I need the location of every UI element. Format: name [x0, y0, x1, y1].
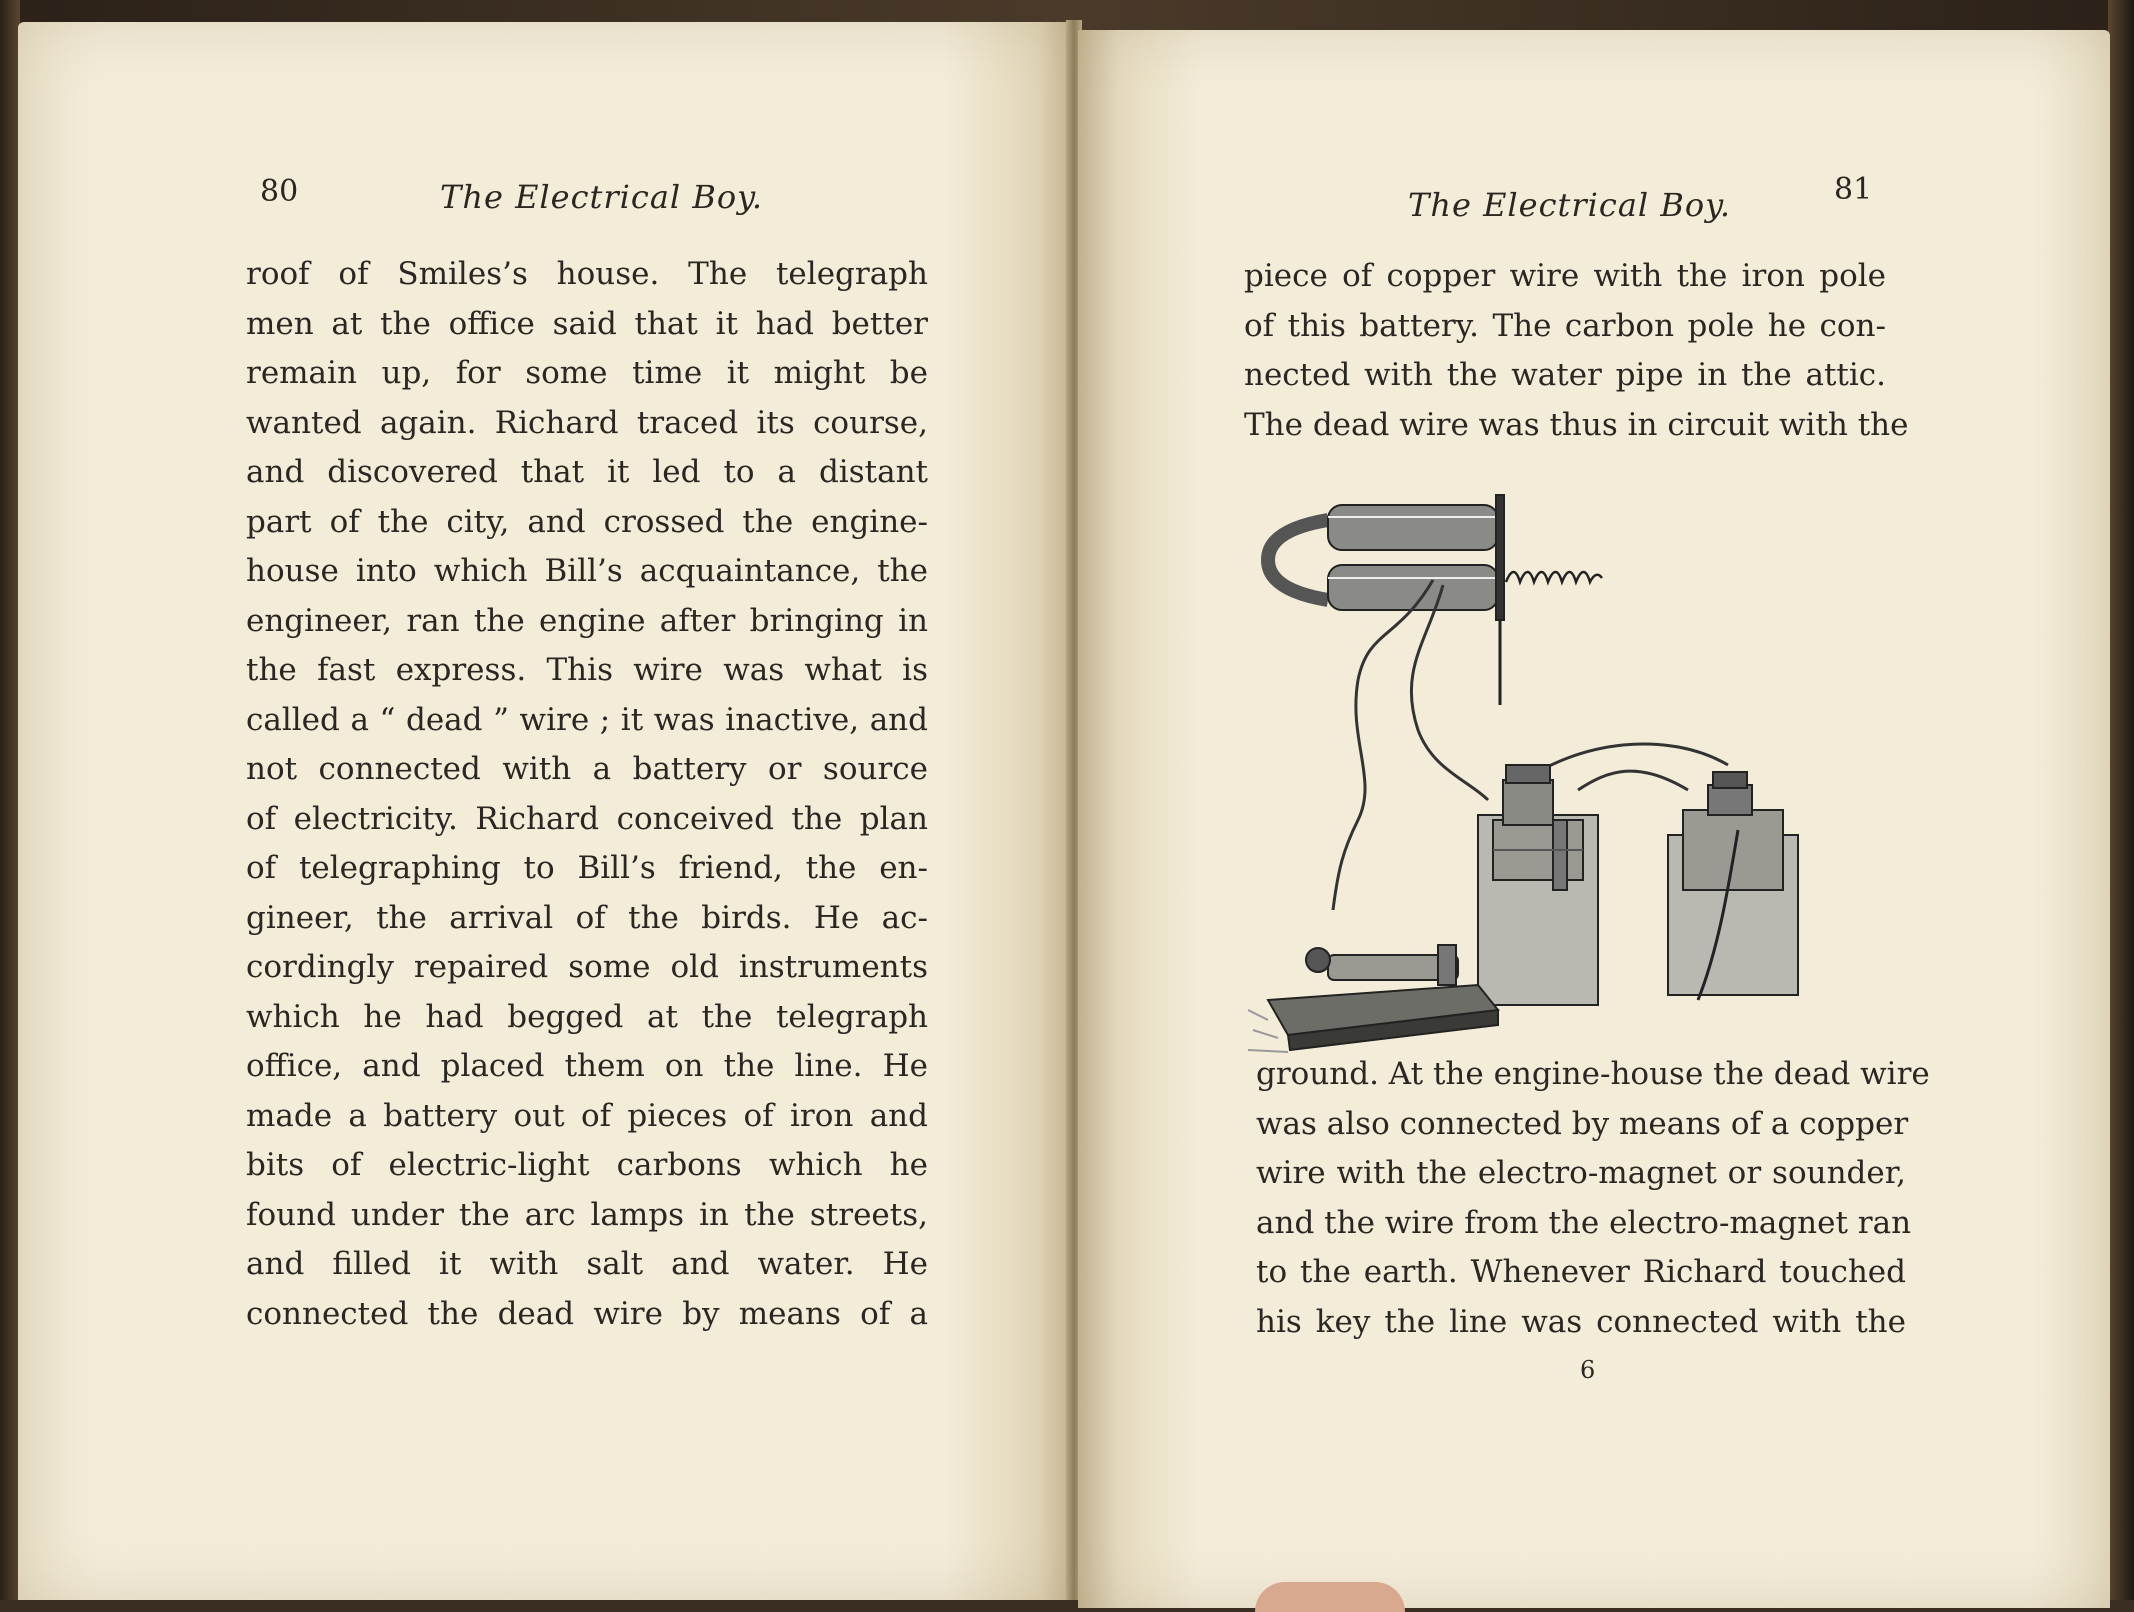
text-line: made a battery out of pieces of iron and [246, 1097, 928, 1134]
text-line: cordingly repaired some old instruments [246, 949, 928, 985]
text-line: not connected with a battery or source [246, 751, 928, 787]
right-page-text-top [1244, 252, 1909, 450]
text-line: the fast express. This wire was what is [246, 652, 928, 688]
text-line: and discovered that it led to a distant [246, 454, 928, 490]
telegraph-key-drawing [1248, 945, 1498, 1052]
text-line: gineer, the arrival of the birds. He ac- [246, 899, 928, 936]
battery-cell-1 [1478, 765, 1598, 1005]
text-line: wire with the electro-magnet or sounder, [1256, 1155, 1906, 1191]
electromagnet-drawing [1268, 495, 1602, 705]
text-line: and filled it with salt and water. He [246, 1246, 928, 1282]
text-line: of this battery. The carbon pole he con- [1244, 307, 1886, 344]
text-line: of telegraphing to Bill’s friend, the en- [246, 850, 928, 886]
telegraph-apparatus-illustration [1248, 490, 1808, 1060]
thumb-at-bottom [1255, 1582, 1405, 1612]
battery-cell-2 [1668, 772, 1798, 1000]
text-line: connected the dead wire by means of a [246, 1295, 928, 1332]
right-running-title: The Electrical Boy. [1408, 186, 1732, 224]
left-page-text [246, 250, 928, 1339]
text-line: was also connected by means of a copper [1256, 1105, 1909, 1142]
left-page [18, 22, 1070, 1600]
text-line: The dead wire was thus in circuit with the [1244, 406, 1909, 443]
text-line: called a “ dead ” wire ; it was inactive, and [246, 701, 928, 738]
text-line: office, and placed them on the line. He [246, 1048, 928, 1084]
left-running-title: The Electrical Boy. [440, 178, 764, 216]
right-page-text-bottom [1256, 1050, 1930, 1347]
text-line: house into which Bill’s acquaintance, the [246, 553, 928, 589]
book-cover-right-edge [2108, 0, 2134, 1600]
text-line: found under the arc lamps in the streets, [246, 1196, 928, 1233]
text-line: wanted again. Richard traced its course, [246, 404, 928, 441]
text-line: part of the city, and crossed the engine- [246, 503, 928, 540]
text-line: and the wire from the electro-magnet ran [1256, 1204, 1912, 1241]
left-page-number: 80 [260, 174, 299, 209]
book-cover-left-edge [0, 0, 20, 1600]
text-line: bits of electric-light carbons which he [246, 1147, 928, 1183]
text-line: ground. At the engine-house the dead wire [1256, 1056, 1930, 1092]
text-line: his key the line was connected with the [1256, 1303, 1906, 1340]
right-page-number: 81 [1834, 172, 1873, 207]
text-line: men at the office said that it had better [246, 305, 928, 342]
text-line: roof of Smiles’s house. The telegraph [246, 256, 928, 292]
text-line: which he had begged at the telegraph [246, 998, 928, 1035]
right-page [1078, 30, 2110, 1608]
text-line: piece of copper wire with the iron pole [1244, 258, 1886, 294]
printer-signature-mark: 6 [1580, 1356, 1596, 1384]
text-line: of electricity. Richard conceived the plan [246, 800, 928, 837]
text-line: remain up, for some time it might be [246, 355, 928, 391]
text-line: nected with the water pipe in the attic. [1244, 357, 1886, 393]
text-line: to the earth. Whenever Richard touched [1256, 1254, 1906, 1290]
text-line: engineer, ran the engine after bringing in [246, 602, 928, 639]
